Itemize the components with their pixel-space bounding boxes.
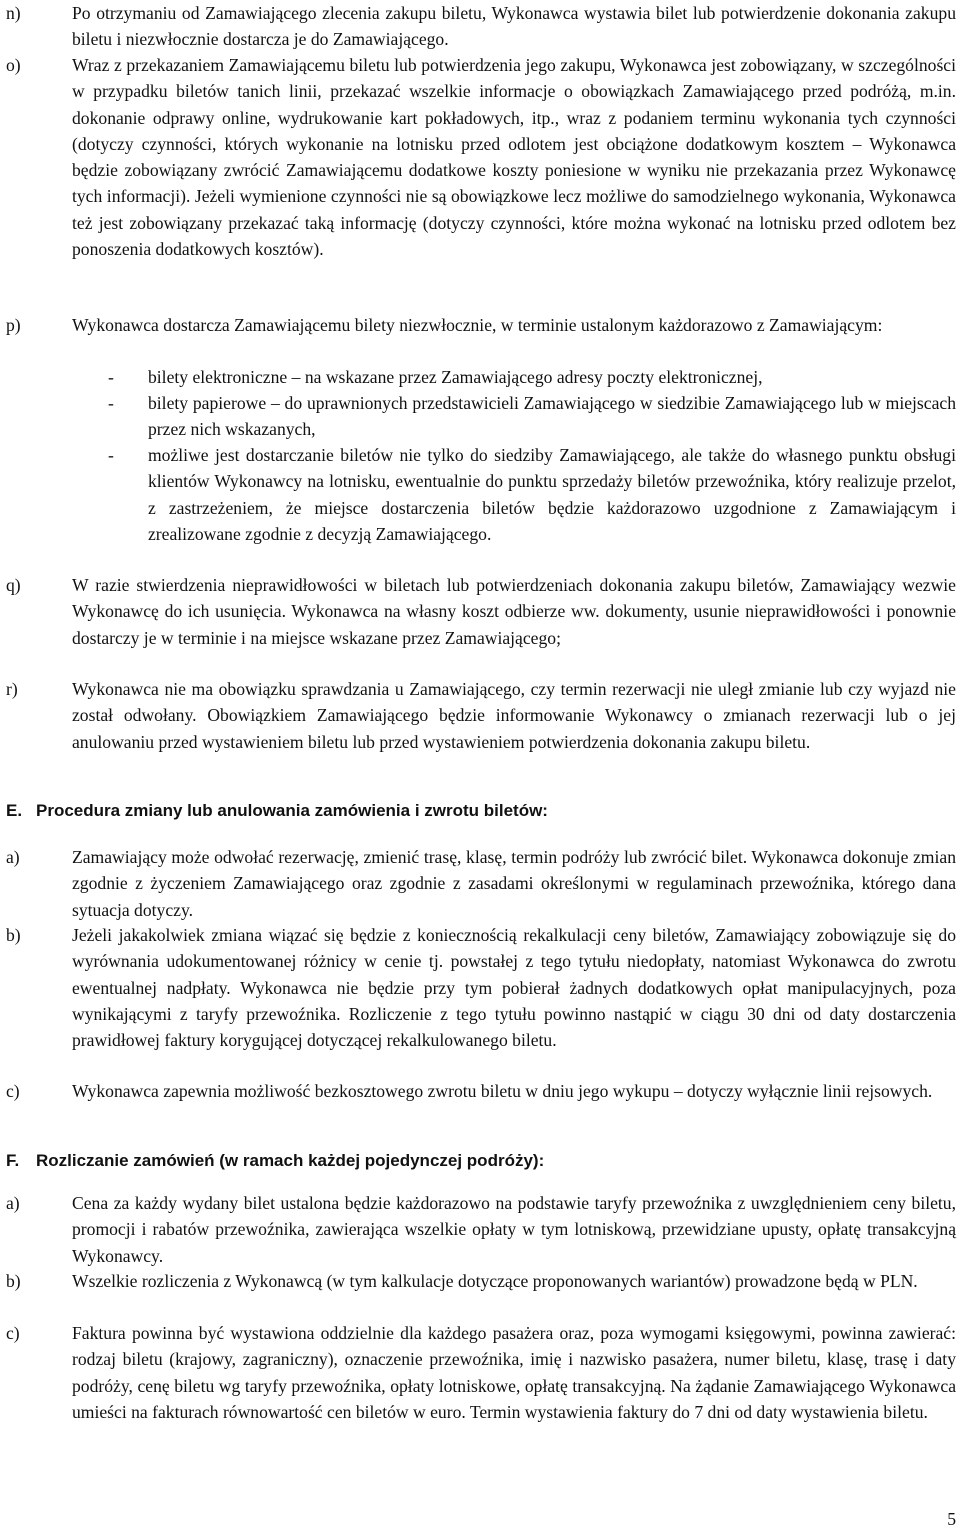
dash-bullet: - bbox=[108, 445, 114, 465]
list-item-r bbox=[0, 676, 956, 755]
page-number: 5 bbox=[947, 1509, 956, 1529]
dash-bullet: - bbox=[108, 393, 114, 413]
item-label: b) bbox=[6, 1271, 21, 1291]
list-item-f-b bbox=[0, 1268, 956, 1294]
sub-item-delivery bbox=[0, 442, 956, 547]
item-text: Wraz z przekazaniem Zamawiającemu biletu lub potwierdzenia jego zakupu, Wykonawca jest zobowiązany, w szczególności w przypadku biletów tanich linii, przekazać wszelkie informacje o obowiązkach Zamawiającego przed podróżą, m.in. dokonanie odprawy online, wydrukowanie kart pokładowych, itp., wraz z podaniem terminu wykonania tych czynności (dotyczy czynności, których wykonanie na lotnisku przed odlotem jest obciążone dodatkowym kosztem – Wykonawca będzie zobowiązany zwrócić Zamawiającemu dodatkowe koszty poniesione w wyniku nie przekazania przez Wykonawcę tych informacji). Jeżeli wymienione czynności nie są obowiązkowe lecz możliwe do samodzielnego wykonania, Wykonawca też jest zobowiązany przekazać taką informację (dotyczy czynności, które można wykonać na lotnisku przed odlotem bez ponoszenia dodatkowych kosztów). bbox=[72, 55, 956, 260]
list-item-o bbox=[0, 52, 956, 262]
section-title: Rozliczanie zamówień (w ramach każdej pojedynczej podróży): bbox=[36, 1151, 545, 1170]
list-item-q bbox=[0, 572, 956, 651]
list-item-e-a bbox=[0, 844, 956, 923]
item-text: Wykonawca zapewnia możliwość bezkosztowego zwrotu biletu w dniu jego wykupu – dotyczy wyłącznie linii rejsowych. bbox=[72, 1081, 933, 1101]
item-label: p) bbox=[6, 315, 21, 335]
list-item-f-c bbox=[0, 1320, 956, 1425]
item-label: n) bbox=[6, 3, 21, 23]
section-title: Procedura zmiany lub anulowania zamówienia i zwrotu biletów: bbox=[36, 801, 548, 820]
item-label: o) bbox=[6, 55, 21, 75]
item-text: Faktura powinna być wystawiona oddzielnie dla każdego pasażera oraz, poza wymogami księgowymi, powinna zawierać: rodzaj biletu (krajowy, zagraniczny), oznaczenie przewoźnika, imię i nazwisko pasażera, numer biletu, klasę, trasę i daty podróży, cenę biletu wg taryfy przewoźnika, opłaty lotniskowe, opłatę transakcyjną. Na żądanie Zamawiającego Wykonawca umieści na fakturach równowartość cen biletów w euro. Termin wystawienia faktury do 7 dni od daty wystawienia biletu. bbox=[72, 1323, 956, 1422]
sub-item-text: bilety elektroniczne – na wskazane przez Zamawiającego adresy poczty elektronicznej, bbox=[148, 367, 763, 387]
item-text: Zamawiający może odwołać rezerwację, zmienić trasę, klasę, termin podróży lub zwrócić bilet. Wykonawca dokonuje zmian zgodnie z życzeniem Zamawiającego oraz zgodnie z zasadami określonymi w regulaminach przewoźnika, którego dana sytuacja dotyczy. bbox=[72, 847, 956, 920]
item-label: q) bbox=[6, 575, 21, 595]
sub-item-paper bbox=[0, 390, 956, 443]
item-label: c) bbox=[6, 1323, 20, 1343]
list-item-f-a bbox=[0, 1190, 956, 1269]
section-label: F. bbox=[6, 1151, 20, 1170]
item-text: Wykonawca dostarcza Zamawiającemu bilety niezwłocznie, w terminie ustalonym każdorazowo z Zamawiającym: bbox=[72, 315, 883, 335]
sub-item-text: możliwe jest dostarczanie biletów nie tylko do siedziby Zamawiającego, ale także do własnego punktu obsługi klientów Wykonawcy na lotnisku, ewentualnie do punktu sprzedaży biletów przewoźnika, który realizuje przelot, z zastrzeżeniem, że miejsce dostarczenia biletów będzie każdorazowo uzgodnione z Zamawiającym i zrealizowane zgodnie z decyzją Zamawiającego. bbox=[148, 445, 956, 544]
section-heading-e bbox=[0, 798, 956, 824]
item-text: Jeżeli jakakolwiek zmiana wiązać się będzie z koniecznością rekalkulacji ceny biletów, Zamawiający zobowiązuje się do wyrównania udokumentowanej różnicy w cenie tj. powstałej z tego tytułu niedopłaty, natomiast Wykonawca do zwrotu ewentualnej nadpłaty. Wykonawca nie będzie przy tym pobierał żadnych dodatkowych opłat manipulacyjnych, poza wynikającymi z taryfy przewoźnika. Rozliczenie z tego tytułu powinno nastąpić w ciągu 30 dni od daty dostarczenia prawidłowej faktury korygującej dotyczącej rekalkulowanego biletu. bbox=[72, 925, 956, 1051]
section-heading-f bbox=[0, 1148, 956, 1174]
list-item-e-b bbox=[0, 922, 956, 1053]
item-text: Wszelkie rozliczenia z Wykonawcą (w tym kalkulacje dotyczące proponowanych wariantów) prowadzone będą w PLN. bbox=[72, 1271, 918, 1291]
list-item-e-c bbox=[0, 1078, 956, 1104]
section-label: E. bbox=[6, 801, 23, 820]
list-item-n bbox=[0, 0, 956, 53]
item-text: W razie stwierdzenia nieprawidłowości w biletach lub potwierdzeniach dokonania zakupu biletów, Zamawiający wezwie Wykonawcę do ich usunięcia. Wykonawca na własny koszt odbierze ww. dokumenty, usunie nieprawidłowości i ponownie dostarczy je w terminie i na miejsce wskazane przez Zamawiającego; bbox=[72, 575, 956, 648]
item-label: r) bbox=[6, 679, 18, 699]
dash-bullet: - bbox=[108, 367, 114, 387]
item-label: a) bbox=[6, 1193, 20, 1213]
sub-item-electronic bbox=[0, 364, 956, 390]
item-label: b) bbox=[6, 925, 21, 945]
item-text: Cena za każdy wydany bilet ustalona będzie każdorazowo na podstawie taryfy przewoźnika z uwzględnieniem ceny biletu, promocji i rabatów przewoźnika, zawierająca wszelkie opłaty w tym lotniskową, przewidziane upusty, opłatę transakcyjną Wykonawcy. bbox=[72, 1193, 956, 1266]
sub-item-text: bilety papierowe – do uprawnionych przedstawicieli Zamawiającego w siedzibie Zamawiającego lub w miejscach przez nich wskazanych, bbox=[148, 393, 956, 440]
list-item-p bbox=[0, 312, 956, 338]
item-text: Po otrzymaniu od Zamawiającego zlecenia zakupu biletu, Wykonawca wystawia bilet lub potwierdzenie dokonania zakupu biletu i niezwłocznie dostarcza je do Zamawiającego. bbox=[72, 3, 956, 50]
item-label: c) bbox=[6, 1081, 20, 1101]
item-label: a) bbox=[6, 847, 20, 867]
item-text: Wykonawca nie ma obowiązku sprawdzania u Zamawiającego, czy termin rezerwacji nie uległ zmianie lub czy wyjazd nie został odwołany. Obowiązkiem Zamawiającego będzie informowanie Wykonawcy o zmianach rezerwacji lub o jej anulowaniu przed wystawieniem biletu lub przed wystawieniem potwierdzenia dokonania zakupu biletu. bbox=[72, 679, 956, 752]
